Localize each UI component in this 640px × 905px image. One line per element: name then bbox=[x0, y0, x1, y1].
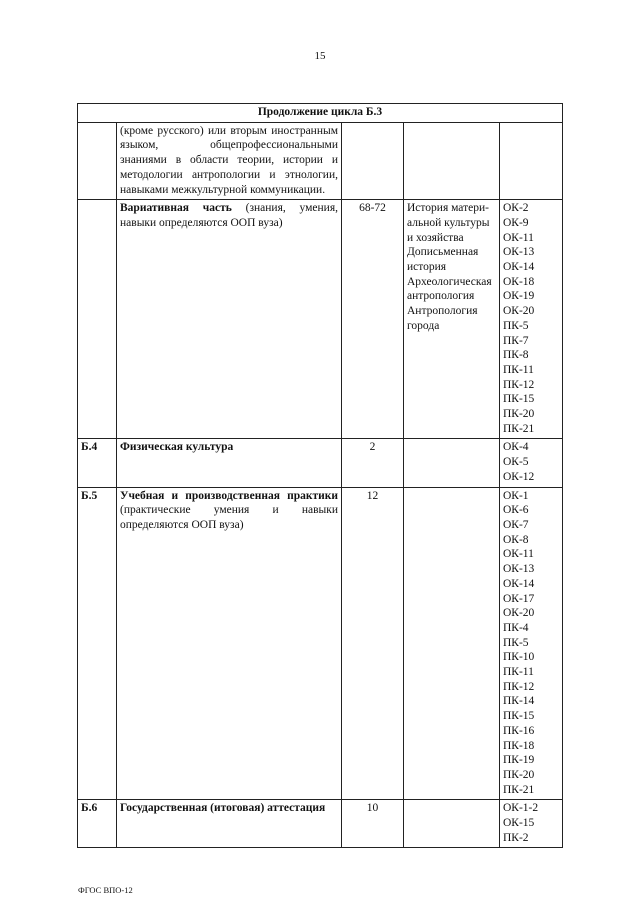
competence-code: ПК-18 bbox=[503, 739, 535, 752]
row-name-bold: Физическая культура bbox=[120, 441, 234, 454]
row-code: Б.4 bbox=[78, 439, 117, 487]
row-competences bbox=[500, 439, 563, 487]
competence-code: ПК-7 bbox=[503, 334, 529, 347]
competence-code: ОК-5 bbox=[503, 456, 529, 469]
page-number: 15 bbox=[314, 50, 326, 62]
competence-code: ОК-11 bbox=[503, 231, 534, 244]
competence-code: ПК-19 bbox=[503, 754, 535, 767]
row-competences bbox=[500, 800, 563, 848]
competence-code: ПК-14 bbox=[503, 695, 535, 708]
competence-code: ОК-14 bbox=[503, 261, 535, 274]
competence-code: ПК-5 bbox=[503, 636, 529, 649]
competence-code: ПК-11 bbox=[503, 666, 534, 679]
competence-code: ПК-8 bbox=[503, 349, 529, 362]
competence-code: ПК-16 bbox=[503, 724, 535, 737]
competence-code: ПК-10 bbox=[503, 651, 535, 664]
row-credits bbox=[342, 122, 404, 200]
row-name-bold: Учебная и производственная практики bbox=[120, 489, 338, 502]
row-credits: 10 bbox=[342, 800, 404, 848]
competence-code: ОК-20 bbox=[503, 305, 535, 318]
discipline-line: и хозяйства bbox=[407, 231, 464, 244]
competence-code: ПК-15 bbox=[503, 710, 535, 723]
competence-code: ПК-2 bbox=[503, 831, 529, 844]
discipline-line: Дописьменная bbox=[407, 246, 479, 259]
row-name-bold: Государственная (итоговая) аттестация bbox=[120, 802, 326, 815]
row-credits: 2 bbox=[342, 439, 404, 487]
discipline-line: История матери- bbox=[407, 202, 489, 215]
row-name bbox=[117, 487, 342, 800]
competence-code: ОК-9 bbox=[503, 216, 529, 229]
competence-code: ОК-7 bbox=[503, 518, 529, 531]
table-row bbox=[78, 200, 563, 439]
discipline-line: антропология bbox=[407, 290, 475, 303]
row-name bbox=[117, 439, 342, 487]
table-row bbox=[78, 122, 563, 200]
competence-code: ОК-11 bbox=[503, 548, 534, 561]
curriculum-table bbox=[77, 103, 563, 848]
competence-code: ПК-20 bbox=[503, 408, 535, 421]
row-code: Б.6 bbox=[78, 800, 117, 848]
row-name-rest: (знания, умения, навыки определяются ООП вуза) bbox=[120, 202, 338, 229]
discipline-line: Антропология bbox=[407, 305, 478, 318]
competence-code: ОК-13 bbox=[503, 563, 535, 576]
competence-code: ПК-11 bbox=[503, 363, 534, 376]
competence-code: ОК-12 bbox=[503, 470, 535, 483]
competence-code: ОК-2 bbox=[503, 202, 529, 215]
table-row bbox=[78, 800, 563, 848]
document-footer-label: ФГОС ВПО-12 bbox=[78, 885, 133, 895]
competence-code: ОК-17 bbox=[503, 592, 535, 605]
row-name bbox=[117, 122, 342, 200]
competence-code: ОК-15 bbox=[503, 817, 535, 830]
competence-code: ОК-13 bbox=[503, 246, 535, 259]
table-row bbox=[78, 487, 563, 800]
row-disciplines bbox=[404, 439, 500, 487]
competence-code: ОК-8 bbox=[503, 533, 529, 546]
discipline-line: история bbox=[407, 261, 447, 274]
continuation-header: Продолжение цикла Б.3 bbox=[78, 104, 563, 123]
row-code bbox=[78, 200, 117, 439]
competence-code: ОК-18 bbox=[503, 275, 535, 288]
competence-code: ОК-6 bbox=[503, 504, 529, 517]
competence-code: ПК-21 bbox=[503, 422, 535, 435]
row-code: Б.5 bbox=[78, 487, 117, 800]
competence-code: ПК-21 bbox=[503, 783, 535, 796]
row-credits: 68-72 bbox=[342, 200, 404, 439]
competence-code: ПК-5 bbox=[503, 319, 529, 332]
competence-code: ОК-14 bbox=[503, 577, 535, 590]
row-name bbox=[117, 800, 342, 848]
row-competences bbox=[500, 487, 563, 800]
row-disciplines bbox=[404, 122, 500, 200]
row-disciplines bbox=[404, 487, 500, 800]
competence-code: ОК-20 bbox=[503, 607, 535, 620]
competence-code: ОК-19 bbox=[503, 290, 535, 303]
competence-code: ПК-12 bbox=[503, 378, 535, 391]
competence-code: ОК-1 bbox=[503, 489, 529, 502]
row-credits: 12 bbox=[342, 487, 404, 800]
competence-code: ПК-20 bbox=[503, 768, 535, 781]
row-name-bold: Вариативная часть bbox=[120, 202, 232, 215]
discipline-line: альной культуры bbox=[407, 216, 490, 229]
table-header-row bbox=[78, 104, 563, 123]
table-row bbox=[78, 439, 563, 487]
row-name-rest: (практические умения и навыки определяются ООП вуза) bbox=[120, 504, 338, 531]
row-disciplines bbox=[404, 800, 500, 848]
competence-code: ПК-4 bbox=[503, 621, 529, 634]
discipline-line: Археологическая bbox=[407, 275, 492, 288]
row-name-text: (кроме русского) или вторым иностранным языком, общепрофессиональными знаниями в области теории, истории и методологии антропологии и этнологии, навыками межкультурной коммуникации. bbox=[120, 124, 338, 196]
competence-code: ПК-12 bbox=[503, 680, 535, 693]
row-name bbox=[117, 200, 342, 439]
competence-code: ПК-15 bbox=[503, 393, 535, 406]
row-disciplines bbox=[404, 200, 500, 439]
row-competences bbox=[500, 200, 563, 439]
competence-code: ОК-1-2 bbox=[503, 802, 539, 815]
row-competences bbox=[500, 122, 563, 200]
competence-code: ОК-4 bbox=[503, 441, 529, 454]
row-code bbox=[78, 122, 117, 200]
discipline-line: города bbox=[407, 319, 440, 332]
